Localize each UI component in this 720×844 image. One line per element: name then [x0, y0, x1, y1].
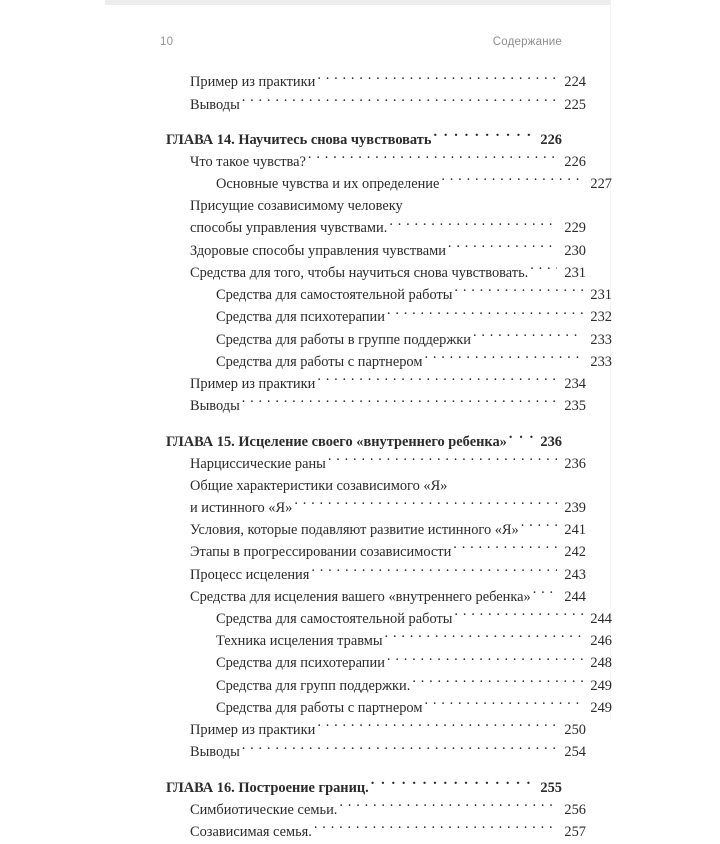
toc-sub-entry[interactable]	[190, 822, 586, 844]
table-of-contents	[166, 72, 612, 844]
toc-entry-label: Средства для самостоятельной работы	[216, 611, 453, 627]
toc-leader-dots	[339, 799, 557, 813]
toc-entry-page-number: 235	[564, 398, 586, 415]
toc-entry-label: Средства для групп поддержки.	[216, 677, 411, 694]
toc-sub-entry[interactable]	[190, 374, 586, 396]
toc-sub-entry[interactable]	[216, 285, 612, 307]
toc-section-gap	[166, 764, 562, 777]
toc-entry-label: способы управления чувствами.	[190, 220, 388, 237]
toc-sub-entry[interactable]	[216, 631, 612, 653]
toc-entry-label: Средства для работы с партнером	[216, 699, 423, 716]
toc-entry-page-number: 249	[590, 677, 612, 694]
toc-entry-label: Средства для исцеления вашего «внутреннего ребенка»	[190, 588, 531, 605]
toc-entry-page-number: 257	[564, 824, 586, 841]
toc-entry-label: Нарциссические раны	[190, 455, 326, 472]
toc-entry-page-number: 244	[564, 588, 586, 605]
toc-entry-page-number: 231	[564, 264, 586, 281]
toc-sub-entry[interactable]	[216, 675, 612, 697]
running-head-title: Содержание	[492, 36, 562, 48]
toc-entry-label: Пример из практики	[190, 74, 316, 91]
toc-entry-label: Симбиотические семьи.	[190, 801, 338, 818]
toc-entry-page-number: 249	[590, 699, 612, 716]
toc-entry-label: Выводы	[190, 96, 240, 113]
toc-sub-entry[interactable]	[216, 307, 612, 329]
toc-sub-entry[interactable]	[190, 564, 586, 586]
toc-entry-label: Средства для того, чтобы научиться снова чувствовать.	[190, 264, 529, 281]
page-folio-number: 10	[160, 36, 174, 48]
toc-entry-label: Средства для работы с партнером	[216, 353, 423, 370]
toc-entry-label: Основные чувства и их определение	[216, 176, 440, 193]
toc-sub-entry[interactable]	[216, 653, 612, 675]
toc-sub-entry[interactable]	[190, 262, 586, 284]
toc-sub-entry[interactable]	[190, 742, 586, 764]
toc-entry-label: Средства для работы в группе поддержки	[216, 331, 471, 348]
toc-section-gap	[166, 418, 562, 431]
toc-leader-dots	[448, 240, 557, 254]
toc-sub-entry[interactable]	[190, 497, 586, 519]
toc-entry-label: Техника исцеления травмы	[216, 633, 383, 650]
toc-sub-entry[interactable]	[190, 799, 586, 821]
toc-leader-dots	[441, 174, 583, 188]
toc-entry-label: Что такое чувства?	[190, 154, 306, 171]
toc-entry-page-number: 248	[590, 655, 612, 672]
toc-sub-entry[interactable]	[216, 174, 612, 196]
toc-leader-dots	[387, 653, 583, 667]
toc-entry-page-number: 242	[564, 544, 586, 561]
toc-leader-dots	[311, 564, 557, 578]
toc-sub-entry[interactable]	[216, 351, 612, 373]
toc-leader-dots	[424, 351, 583, 365]
toc-leader-dots	[385, 631, 583, 645]
toc-entry-page-number: 250	[564, 722, 586, 739]
toc-entry-page-number: 226	[564, 154, 586, 171]
toc-sub-entry[interactable]	[190, 453, 586, 475]
toc-leader-dots	[454, 285, 583, 299]
toc-sub-entry[interactable]	[190, 396, 586, 418]
toc-entry-label: ГЛАВА 14. Научитесь снова чувствовать	[166, 131, 432, 148]
toc-leader-dots	[314, 822, 557, 836]
toc-entry-label: Средства для самостоятельной работы	[216, 287, 453, 304]
toc-leader-dots	[433, 129, 533, 143]
toc-entry-page-number: 229	[564, 220, 586, 237]
toc-chapter-entry[interactable]	[166, 431, 562, 453]
toc-leader-dots	[530, 262, 557, 276]
toc-sub-entry[interactable]	[190, 720, 586, 742]
toc-sub-entry[interactable]	[216, 609, 612, 631]
toc-entry-label: Пример из практики	[190, 722, 316, 739]
toc-entry-page-number: 256	[564, 801, 586, 818]
toc-sub-entry[interactable]	[190, 586, 586, 608]
toc-sub-entry[interactable]	[190, 520, 586, 542]
toc-leader-dots	[454, 609, 583, 623]
toc-entry-label: Средства для психотерапии	[216, 655, 385, 672]
toc-entry-page-number: 230	[564, 242, 586, 259]
toc-sub-entry[interactable]	[190, 240, 586, 262]
toc-entry-page-number: 236	[540, 433, 562, 450]
toc-entry-label: Процесс исцеления	[190, 566, 310, 583]
toc-entry-page-number: 254	[564, 744, 586, 761]
toc-sub-entry[interactable]	[190, 476, 586, 498]
toc-entry-label: Этапы в прогрессировании созависимости	[190, 544, 452, 561]
toc-entry-label: Средства для психотерапии	[216, 309, 385, 326]
toc-entry-label: ГЛАВА 16. Построение границ.	[166, 779, 369, 796]
toc-leader-dots	[521, 520, 557, 534]
toc-entry-label: ГЛАВА 15. Исцеление своего «внутреннего ребенка»	[166, 433, 507, 450]
toc-entry-page-number: 255	[540, 779, 562, 796]
toc-entry-page-number: 226	[540, 131, 562, 148]
toc-entry-page-number: 241	[564, 522, 586, 539]
toc-sub-entry[interactable]	[190, 94, 586, 116]
toc-entry-page-number: 244	[590, 611, 612, 627]
toc-leader-dots	[533, 586, 557, 600]
toc-entry-page-number: 234	[564, 376, 586, 393]
toc-entry-page-number: 236	[564, 455, 586, 472]
toc-sub-entry[interactable]	[216, 698, 612, 720]
toc-leader-dots	[387, 307, 583, 321]
toc-leader-dots	[242, 742, 557, 756]
toc-leader-dots	[328, 453, 557, 467]
toc-leader-dots	[317, 374, 557, 388]
toc-sub-entry[interactable]	[190, 72, 586, 94]
toc-entry-label: Присущие созависимому человеку	[190, 198, 403, 215]
toc-entry-label: Выводы	[190, 744, 240, 761]
toc-leader-dots	[371, 777, 533, 791]
toc-entry-page-number: 227	[590, 176, 612, 193]
toc-entry-page-number: 224	[564, 74, 586, 91]
toc-leader-dots	[389, 218, 557, 232]
toc-entry-label: Здоровые способы управления чувствами	[190, 242, 446, 259]
toc-entry-label: Пример из практики	[190, 376, 316, 393]
toc-entry-label: Условия, которые подавляют развитие истинного «Я»	[190, 522, 519, 539]
toc-entry-page-number: 233	[590, 353, 612, 370]
toc-entry-page-number: 232	[590, 309, 612, 326]
toc-leader-dots	[242, 94, 557, 108]
toc-entry-label: Созависимая семья.	[190, 824, 312, 841]
toc-entry-page-number: 243	[564, 566, 586, 583]
toc-section-gap	[166, 116, 562, 129]
running-head	[160, 36, 562, 48]
toc-leader-dots	[242, 396, 557, 410]
toc-sub-entry[interactable]	[216, 329, 612, 351]
toc-leader-dots	[473, 329, 583, 343]
toc-leader-dots	[412, 675, 583, 689]
toc-entry-label: Выводы	[190, 398, 240, 415]
toc-chapter-entry[interactable]	[166, 129, 562, 151]
toc-leader-dots	[317, 72, 557, 86]
toc-leader-dots	[424, 698, 583, 712]
toc-entry-page-number: 231	[590, 287, 612, 304]
toc-leader-dots	[308, 152, 557, 166]
toc-leader-dots	[317, 720, 557, 734]
toc-entry-label: и истинного «Я»	[190, 499, 293, 516]
toc-sub-entry[interactable]	[190, 542, 586, 564]
toc-sub-entry[interactable]	[190, 218, 586, 240]
toc-leader-dots	[509, 431, 533, 445]
toc-sub-entry[interactable]	[190, 196, 586, 218]
toc-leader-dots	[453, 542, 557, 556]
toc-entry-label: Общие характеристики созависимого «Я»	[190, 477, 448, 494]
toc-leader-dots	[294, 497, 557, 511]
toc-entry-page-number: 239	[564, 499, 586, 516]
toc-entry-page-number: 233	[590, 331, 612, 348]
toc-sub-entry[interactable]	[190, 152, 586, 174]
toc-entry-page-number: 246	[590, 633, 612, 650]
toc-chapter-entry[interactable]	[166, 777, 562, 799]
toc-entry-page-number: 225	[564, 96, 586, 113]
